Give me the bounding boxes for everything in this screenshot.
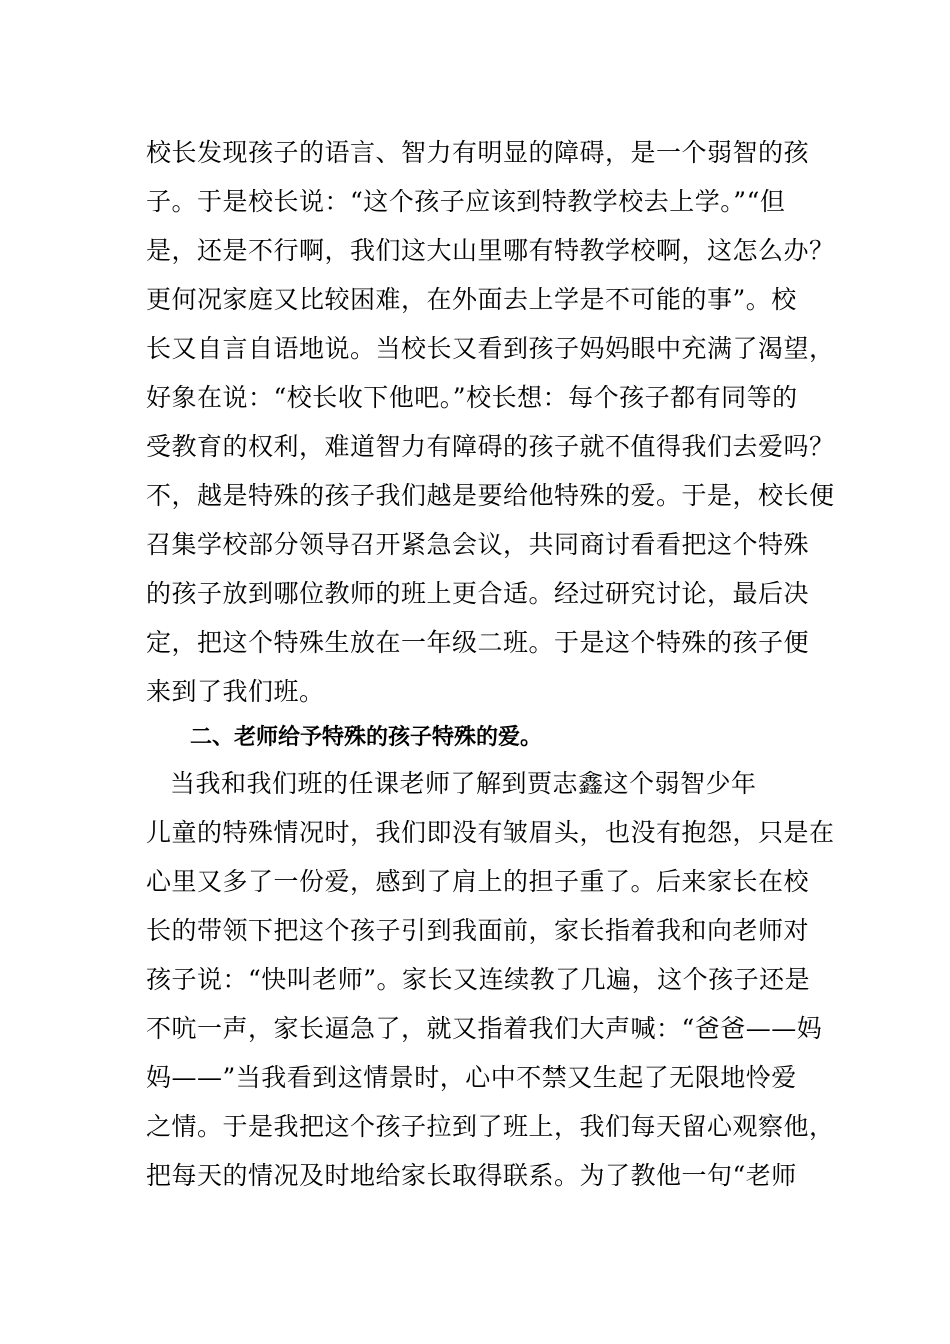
text-line: 之情。于是我把这个孩子拉到了班上，我们每天留心观察他， [146,1112,835,1141]
text-line: 不，越是特殊的孩子我们越是要给他特殊的爱。于是，校长便 [146,481,835,510]
text-line: 妈——”当我看到这情景时，心中不禁又生起了无限地怜爱 [146,1063,797,1092]
text-line: 不吭一声，家长逼急了，就又指着我们大声喊：“爸爸——妈 [146,1014,823,1043]
text-line: 来到了我们班。 [146,677,325,706]
text-line: 当我和我们班的任课老师了解到贾志鑫这个弱智少年 [170,769,757,798]
document-page [146,128,835,1200]
text-line: 召集学校部分领导召开紧急会议，共同商讨看看把这个特殊 [146,530,810,559]
text-line: 定，把这个特殊生放在一年级二班。于是这个特殊的孩子便 [146,628,810,657]
text-line: 更何况家庭又比较困难，在外面去上学是不可能的事”。校 [146,285,797,314]
text-line: 受教育的权利，难道智力有障碍的孩子就不值得我们去爱吗？ [146,432,835,461]
text-line: 校长发现孩子的语言、智力有明显的障碍，是一个弱智的孩 [146,138,810,167]
text-line: 的孩子放到哪位教师的班上更合适。经过研究讨论，最后决 [146,579,810,608]
paragraph-1 [146,128,835,716]
text-line: 孩子说：“快叫老师”。家长又连续教了几遍，这个孩子还是 [146,965,811,994]
text-line: 好象在说：“校长收下他吧。”校长想：每个孩子都有同等的 [146,383,798,412]
text-line: 长的带领下把这个孩子引到我面前，家长指着我和向老师对 [146,916,810,945]
text-line: 长又自言自语地说。当校长又看到孩子妈妈眼中充满了渴望， [146,334,835,363]
text-line: 儿童的特殊情况时，我们即没有皱眉头，也没有抱怨，只是在 [146,818,835,847]
paragraph-2 [146,759,835,1200]
text-line: 是，还是不行啊，我们这大山里哪有特教学校啊，这怎么办？ [146,236,835,265]
section-heading: 二、老师给予特殊的孩子特殊的爱。 [190,725,543,750]
text-line: 心里又多了一份爱，感到了肩上的担子重了。后来家长在校 [146,867,810,896]
text-line: 子。于是校长说：“这个孩子应该到特教学校去上学。”“但 [146,187,786,216]
text-line: 把每天的情况及时地给家长取得联系。为了教他一句“老师 [146,1161,797,1190]
